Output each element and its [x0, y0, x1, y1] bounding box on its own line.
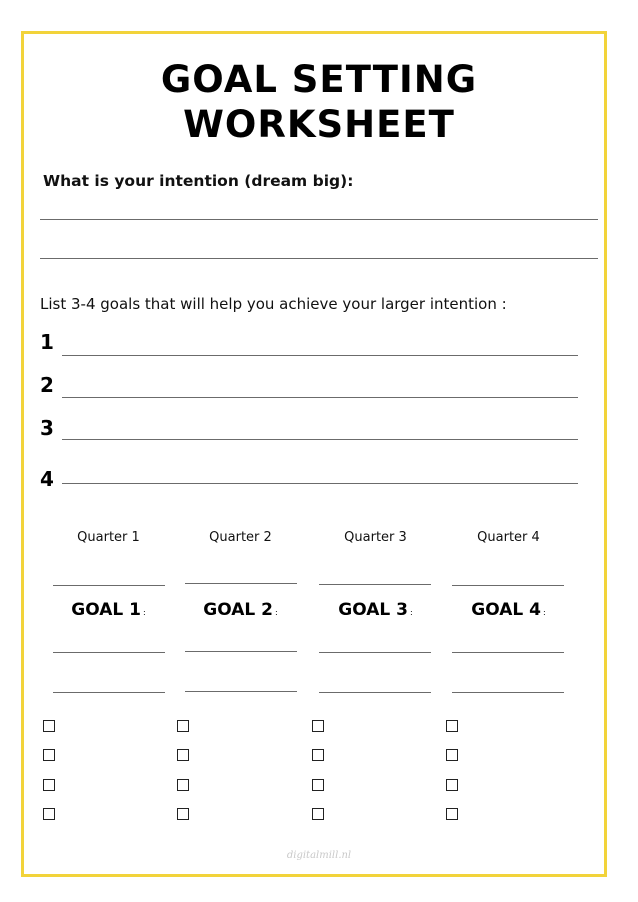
- intention-answer-line-2[interactable]: [40, 258, 598, 259]
- goal-answer-line-4[interactable]: [62, 483, 578, 484]
- goal-number-3: 3: [40, 416, 54, 440]
- intention-answer-line-1[interactable]: [40, 219, 598, 220]
- intention-prompt: What is your intention (dream big):: [43, 172, 354, 190]
- goal-4-checkbox-3[interactable]: [446, 779, 458, 791]
- quarter-3-label: Quarter 3: [344, 530, 407, 545]
- goal-3-checkbox-1[interactable]: [312, 720, 324, 732]
- goal-2-line-1[interactable]: [185, 651, 297, 652]
- goal-2-line-2[interactable]: [185, 691, 297, 692]
- goal-number-1: 1: [40, 330, 54, 354]
- goal-1-checkbox-1[interactable]: [43, 720, 55, 732]
- goal-4-label: GOAL 4: [471, 600, 541, 620]
- goal-number-2: 2: [40, 373, 54, 397]
- goal-1-label: GOAL 1: [71, 600, 141, 620]
- goal-answer-line-1[interactable]: [62, 355, 578, 356]
- watermark: digitalmill.nl: [286, 850, 352, 861]
- goal-1-checkbox-2[interactable]: [43, 749, 55, 761]
- goal-4-colon: :: [542, 608, 546, 617]
- goal-1-checkbox-4[interactable]: [43, 808, 55, 820]
- goal-3-line-1[interactable]: [319, 652, 431, 653]
- goal-2-label: GOAL 2: [203, 600, 273, 620]
- quarter-3-line[interactable]: [319, 584, 431, 585]
- goal-4-checkbox-1[interactable]: [446, 720, 458, 732]
- goal-3-line-2[interactable]: [319, 692, 431, 693]
- goal-answer-line-3[interactable]: [62, 439, 578, 440]
- goal-3-colon: :: [409, 608, 413, 617]
- goal-2-checkbox-4[interactable]: [177, 808, 189, 820]
- goal-1-line-1[interactable]: [53, 652, 165, 653]
- page-title-line-1: GOAL SETTING: [160, 58, 478, 101]
- goal-2-checkbox-1[interactable]: [177, 720, 189, 732]
- goal-2-heading: [184, 600, 297, 620]
- quarter-1-label: Quarter 1: [77, 530, 140, 545]
- quarter-4-line[interactable]: [452, 585, 564, 586]
- goal-3-label: GOAL 3: [338, 600, 408, 620]
- quarter-1-line[interactable]: [53, 585, 165, 586]
- goal-2-checkbox-3[interactable]: [177, 779, 189, 791]
- quarter-2-label: Quarter 2: [209, 530, 272, 545]
- goal-1-checkbox-3[interactable]: [43, 779, 55, 791]
- goal-1-colon: :: [142, 608, 146, 617]
- goal-3-checkbox-3[interactable]: [312, 779, 324, 791]
- goal-1-heading: [52, 600, 165, 620]
- goal-1-line-2[interactable]: [53, 692, 165, 693]
- goal-4-checkbox-4[interactable]: [446, 808, 458, 820]
- page-title-line-2: WORKSHEET: [183, 103, 455, 146]
- quarter-4-label: Quarter 4: [477, 530, 540, 545]
- goal-2-checkbox-2[interactable]: [177, 749, 189, 761]
- goal-4-line-2[interactable]: [452, 692, 564, 693]
- quarter-2-line[interactable]: [185, 583, 297, 584]
- goal-number-4: 4: [40, 467, 54, 491]
- goal-4-checkbox-2[interactable]: [446, 749, 458, 761]
- goal-3-checkbox-2[interactable]: [312, 749, 324, 761]
- goal-3-heading: [319, 600, 432, 620]
- goal-4-heading: [452, 600, 565, 620]
- goal-answer-line-2[interactable]: [62, 397, 578, 398]
- goals-list-prompt: List 3-4 goals that will help you achieve your larger intention :: [40, 295, 507, 313]
- goal-3-checkbox-4[interactable]: [312, 808, 324, 820]
- goal-2-colon: :: [274, 608, 278, 617]
- goal-4-line-1[interactable]: [452, 652, 564, 653]
